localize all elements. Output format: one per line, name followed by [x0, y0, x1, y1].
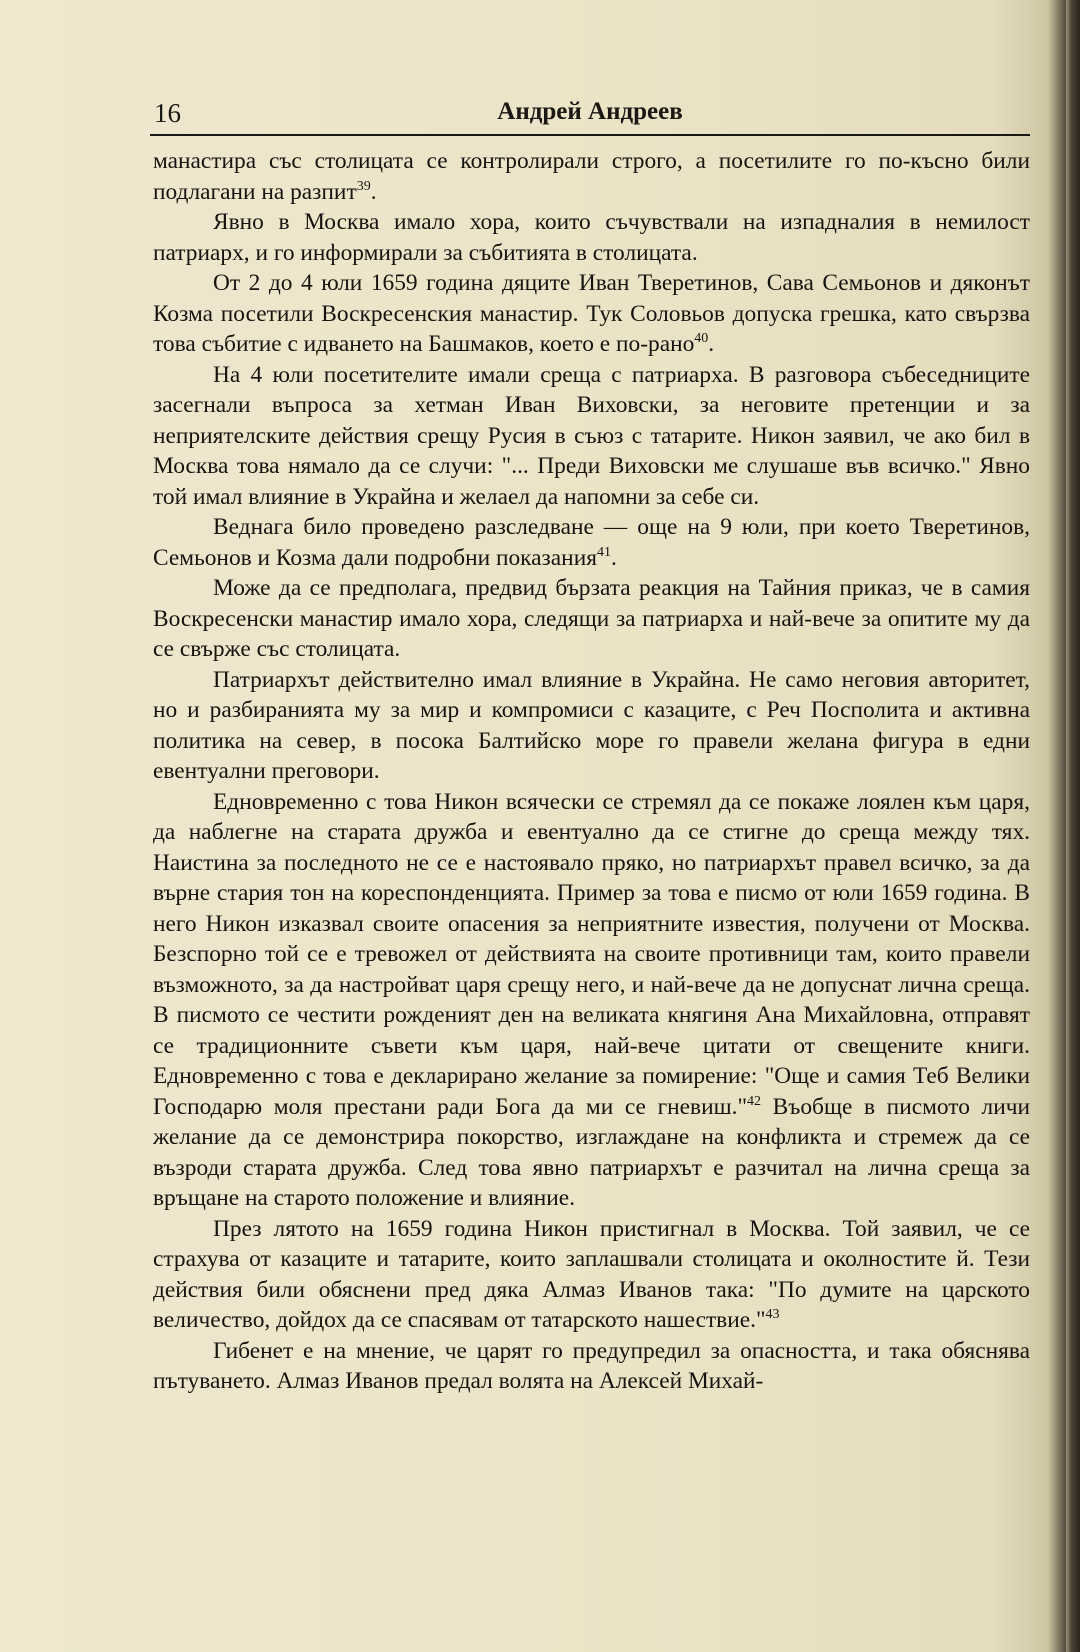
paragraph-3: От 2 до 4 юли 1659 година дяците Иван Тверетинов, Сава Семьонов и дяконът Козма посетили Воскресенския манастир. Тук Соловьов допуска грешка, като свързва това събитие с идването на Башмаков, което е по-рано$^{40}$.	[153, 270, 1030, 357]
footnote-ref-40: 40	[694, 331, 709, 347]
paragraph-2: Явно в Москва имало хора, които съчувствали на изпадналия в немилост патриарх, и го информирали за събитията в столицата.	[153, 209, 1030, 266]
header-rule	[150, 134, 1030, 136]
page-edge-shadow	[1066, 0, 1080, 1652]
footnote-ref-39: 39	[356, 178, 371, 194]
footnote-ref-41: 41	[596, 544, 611, 560]
running-head-author: Андрей Андреев	[497, 98, 683, 125]
paragraph-7: Патриархът действително имал влияние в Украйна. Не само неговия авторитет, но и разбиранията му за мир и компромиси с казаците, с Реч Посполита и активна политика на север, в посока Балтийско море го правели желана фигура в едни евентуални преговори.	[153, 666, 1030, 784]
page-number: 16	[154, 98, 181, 128]
paragraph-1: манастира със столицата се контролирали строго, а посетилите го по-късно били подлагани на разпит$^{39}$.	[153, 148, 1030, 205]
footnote-ref-43: 43	[765, 1307, 780, 1323]
paragraph-9: През лятото на 1659 година Никон пристигнал в Москва. Той заявил, че се страхува от казаците и татарите, които заплашвали столицата и околностите й. Тези действия били обяснени пред дяка Алмаз Иванов така: "По думите на царското величество, дойдох да се спасявам от татарското нашествие."$^{43}$	[153, 1215, 1030, 1333]
paragraph-10: Гибенет е на мнение, че царят го предупредил за опасността, и така обяснява пътуването. Алмаз Иванов предал волята на Алексей Михай-	[153, 1337, 1030, 1394]
main-text	[153, 146, 1030, 1397]
footnote-ref-42: 42	[747, 1093, 762, 1109]
page-header	[150, 98, 1030, 132]
paragraph-6: Може да се предполага, предвид бързата реакция на Тайния приказ, че в самия Воскресенски манастир имало хора, следящи за патриарха и най-вече за опитите му да се свърже със столицата.	[153, 575, 1030, 662]
paragraph-4: На 4 юли посетителите имали среща с патриарха. В разговора събеседниците засегнали въпроса за хетман Иван Виховски, за неговите претенции и за неприятелските действия срещу Русия в съюз с татарите. Никон заявил, че ако бил в Москва това нямало да се случи: "... Преди Виховски ме слушаше във всичко." Явно той имал влияние в Украйна и желаел да напомни за себе си.	[153, 361, 1030, 510]
paragraph-8: Едновременно с това Никон всячески се стремял да се покаже лоялен към царя, да наблегне на старата дружба и евентуално да се стигне до среща между тях. Наистина за последното не се е настоявало пряко, но патриархът правел всичко, за да върне стария тон на кореспонденцията. Пример за това е писмо от юли 1659 година. В него Никон изказвал своите опасения за неприятните известия, получени от Москва. Безспорно той се е тревожел от действията на своите противници там, които правели възможното, за да настройват царя срещу него, и най-вече да не допуснат лична среща. В писмото се честити рожденият ден на великата княгиня Ана Михайловна, отправят се традиционните съвети към царя, най-вече цитати от свещените книги. Едновременно с това е декларирано желание за помирение: "Още и самия Теб Велики Господарю моля престани ради Бога да ми се гневиш."$^{42}$ Въобще в писмото личи желание да се демонстрира покорство, изглаждане на конфликта и стремеж да се възроди старата дружба. След това явно патриархът е разчитал на лична среща за връщане на старото положение и влияние.	[153, 788, 1030, 1211]
paragraph-5: Веднага било проведено разследване — още на 9 юли, при което Тверетинов, Семьонов и Козма дали подробни показания$^{41}$.	[153, 514, 1030, 571]
